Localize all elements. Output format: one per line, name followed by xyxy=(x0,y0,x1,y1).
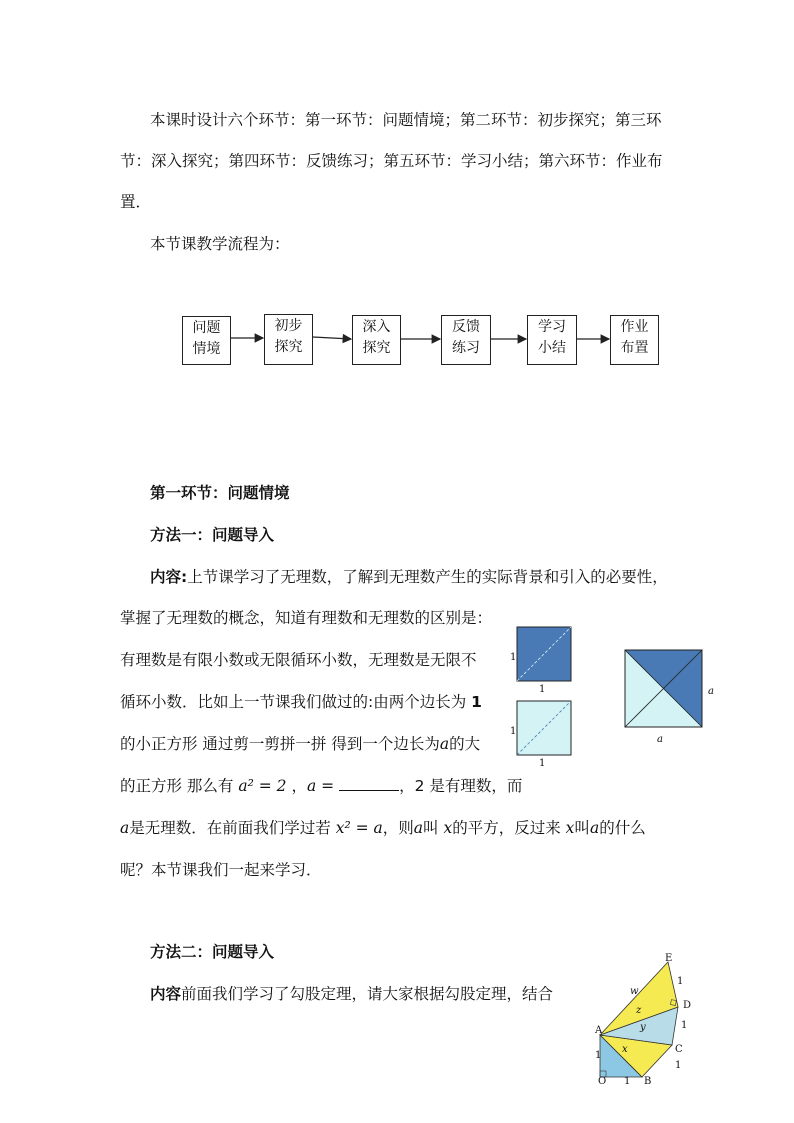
label-E: E xyxy=(665,953,673,964)
content-text-7b: ，则 xyxy=(382,819,414,837)
flow-arrow-2 xyxy=(313,337,351,339)
equation-a-squared: a² = 2 xyxy=(238,777,287,795)
content-text-7d: 的平方，反过来 xyxy=(452,819,561,837)
flow-step-5-bottom: 小结 xyxy=(538,340,566,356)
flow-step-5-top: 学习 xyxy=(538,319,566,335)
section2-content-line-1 xyxy=(150,984,553,1004)
section1-content-line-2: 掌握了无理数的概念，知道有理数和无理数的区别是： xyxy=(120,609,493,627)
label-CD-1: 1 xyxy=(681,1020,688,1031)
section1-content-line-3: 有理数是有限小数或无限循环小数，无理数是无限不 xyxy=(120,651,477,669)
flow-step-1-bottom: 情境 xyxy=(192,341,221,357)
content-text-7c: 叫 xyxy=(423,819,439,837)
flow-step-3-bottom: 探究 xyxy=(362,340,391,356)
flow-arrows xyxy=(0,0,794,400)
content-label-2: 内容 xyxy=(150,985,182,1003)
section1-content-line-7 xyxy=(120,818,646,838)
label-O: O xyxy=(598,1076,607,1087)
small-square-top-side-bottom: 1 xyxy=(539,684,546,695)
label-x: x xyxy=(622,1044,628,1055)
label-C: C xyxy=(675,1044,683,1055)
method2-heading: 方法二：问题导入 xyxy=(150,943,275,961)
content-text-7f: 的什么 xyxy=(599,819,646,837)
label-z: z xyxy=(636,1005,642,1016)
content-text-4a: 循环小数．比如上一节课我们做过的:由两个边长为 xyxy=(120,693,467,711)
var-x-1: x xyxy=(443,819,453,837)
small-square-bottom-side-bottom: 1 xyxy=(539,758,546,769)
label-DE-1: 1 xyxy=(677,976,684,987)
flow-step-2-top: 初步 xyxy=(274,318,303,334)
section1-content-line-1 xyxy=(150,567,668,587)
content-text-6mid: ， xyxy=(291,777,307,795)
flow-intro: 本节课教学流程为： xyxy=(150,235,290,253)
var-a: a xyxy=(439,735,450,753)
content-text-5b: 的大 xyxy=(449,735,481,753)
equation-a-equals: a = xyxy=(307,777,335,795)
content-label: 内容: xyxy=(150,568,188,586)
content-text-1: 上节课学习了无理数，了解到无理数产生的实际背景和引入的必要性， xyxy=(187,568,668,586)
label-A: A xyxy=(595,1025,603,1036)
section1-content-line-6 xyxy=(120,776,522,796)
label-B: B xyxy=(644,1076,652,1087)
label-w: w xyxy=(630,986,639,997)
var-x-2: x xyxy=(565,819,575,837)
section1-content-line-5 xyxy=(120,734,480,754)
content-text-7e: 叫 xyxy=(574,819,590,837)
var-a-1: a xyxy=(120,819,130,837)
intro-line-2: 节：深入探究；第四环节：反馈练习；第五环节：学习小结；第六环节：作业布 xyxy=(120,152,663,170)
big-square-side-bottom: a xyxy=(657,734,663,745)
section1-heading: 第一环节：问题情境 xyxy=(150,484,290,502)
content-text-5a: 的小正方形 通过剪一剪拼一拼 得到一个边长为 xyxy=(120,735,440,753)
big-square-side-right: a xyxy=(708,686,714,697)
flow-step-4-bottom: 练习 xyxy=(452,340,480,356)
var-a-2: a xyxy=(413,819,424,837)
label-OB-1: 1 xyxy=(624,1076,631,1087)
section1-content-line-8: 呢？本节课我们一起来学习． xyxy=(120,861,322,879)
equation-x-squared: x² = a xyxy=(335,819,383,837)
content-text-6a: 的正方形 那么有 xyxy=(120,777,234,795)
intro-line-1: 本课时设计六个环节：第一环节：问题情境；第二环节：初步探究；第三环 xyxy=(150,111,662,129)
var-a-3: a xyxy=(589,819,600,837)
flow-step-4-top: 反馈 xyxy=(452,319,480,335)
method1-heading: 方法一：问题导入 xyxy=(150,526,275,544)
squares-svg xyxy=(505,620,735,770)
label-BC-1: 1 xyxy=(675,1060,682,1071)
flow-step-3-top: 深入 xyxy=(362,319,391,335)
flow-step-6-top: 作业 xyxy=(620,319,649,335)
label-D: D xyxy=(683,1000,692,1011)
section2-content-text: 前面我们学习了勾股定理，请大家根据勾股定理，结合 xyxy=(181,985,554,1003)
flow-step-2-bottom: 探究 xyxy=(274,339,303,355)
content-text-6b: ，2 是有理数，而 xyxy=(399,777,523,795)
answer-blank[interactable] xyxy=(339,776,399,791)
content-text-7a: 是无理数．在前面我们学过若 xyxy=(129,819,331,837)
section1-content-line-4 xyxy=(120,692,482,712)
content-text-4b: 1 xyxy=(471,693,482,711)
label-y: y xyxy=(640,1022,646,1033)
flow-step-1-top: 问题 xyxy=(192,320,221,336)
label-OA-1: 1 xyxy=(595,1050,602,1061)
small-square-bottom-side-left: 1 xyxy=(510,726,517,737)
small-square-top-side-left: 1 xyxy=(510,652,517,663)
intro-line-3: 置． xyxy=(120,193,152,211)
flow-step-6-bottom: 布置 xyxy=(620,340,649,356)
